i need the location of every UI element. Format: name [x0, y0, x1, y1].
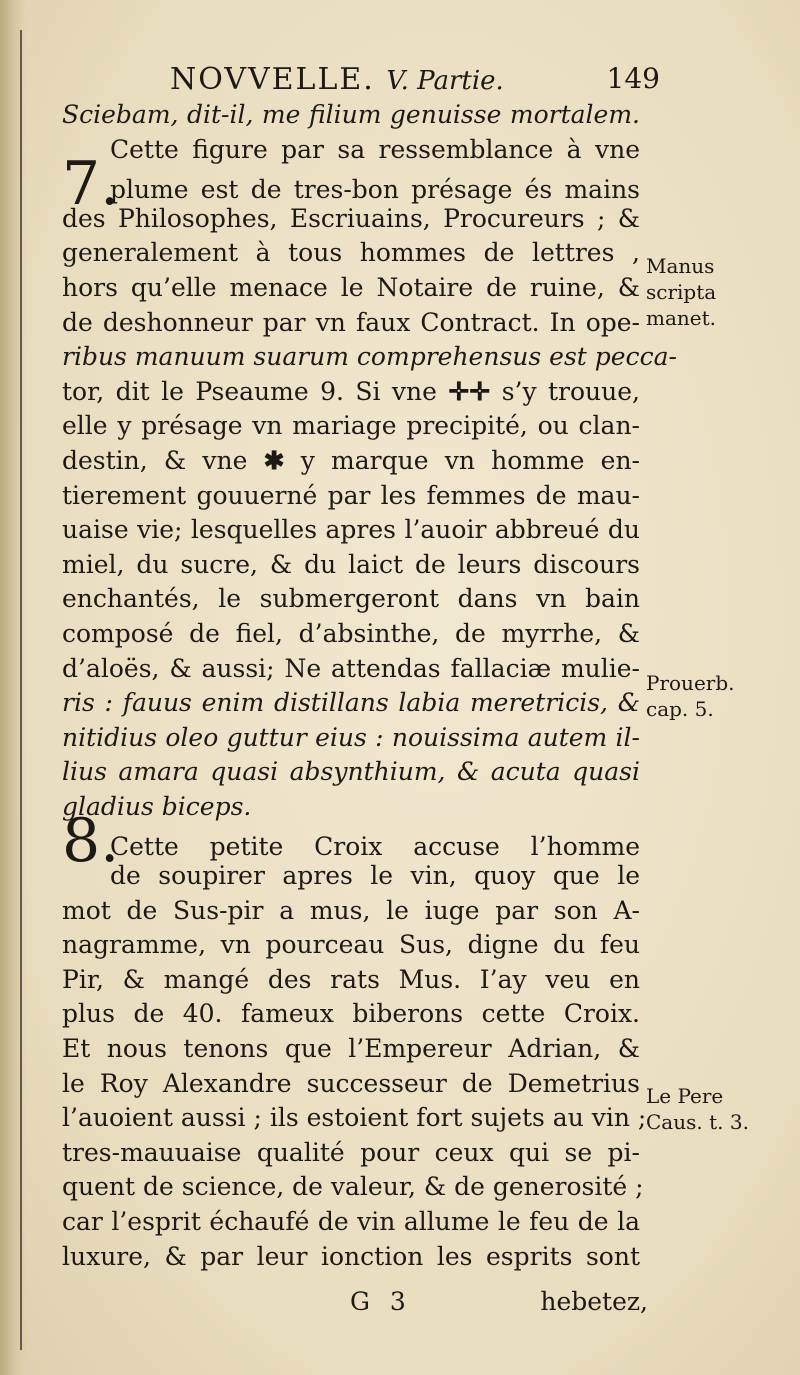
text-line-15: enchantés, le submergeront dans vn bain [62, 584, 640, 614]
page-gutter-shadow [0, 0, 26, 1375]
text-line-20: lius amara quasi absynthium, & acuta quasi [62, 757, 640, 787]
text-line-10: elle y présage vn mariage precipité, ou clan- [62, 411, 640, 441]
text-line-14: miel, du sucre, & du laict de leurs discours [62, 549, 640, 579]
text-line-31: tres-mauuaise qualité pour ceux qui se pi- [62, 1137, 640, 1167]
star-sign-icon: ✱ [263, 445, 285, 475]
text-line-21: gladius biceps. [62, 791, 252, 821]
text-line-11: destin, & vne ✱ y marque vn homme en- [62, 445, 641, 475]
signature-mark: G 3 [350, 1287, 412, 1316]
text-line-12: tierement gouuerné par les femmes de mau- [62, 480, 640, 510]
text-line-28: Et nous tenons que l’Empereur Adrian, & [62, 1034, 640, 1064]
text-line-16: composé de fiel, d’absinthe, de myrrhe, & [62, 618, 640, 648]
text-line-13: uaise vie; lesquelles apres l’auoir abbreué du [62, 515, 640, 545]
text-line-2: Cette figure par sa ressemblance à vne [110, 134, 640, 164]
text-line-19: nitidius oleo guttur eius : nouissima autem il- [62, 722, 640, 752]
text-line-32: quent de science, de valeur, & de generosité ; [62, 1172, 644, 1202]
double-cross-sign-icon: ✛✛ [448, 376, 491, 406]
text-line-7: de deshonneur par vn faux Contract. In ope- [62, 307, 640, 337]
text-line-27: plus de 40. fameux biberons cette Croix. [62, 999, 640, 1029]
text-line-30: l’auoient aussi ; ils estoient fort sujets au vin ; [62, 1103, 647, 1133]
text-line-34: luxure, & par leur ionction les esprits sont [62, 1241, 640, 1271]
text-line-8: ribus manuum suarum comprehensus est pecca- [62, 342, 677, 372]
text-line-33: car l’esprit échaufé de vin allume le feu de la [62, 1207, 640, 1236]
text-line-29: le Roy Alexandre successeur de Demetrius [62, 1068, 640, 1098]
text-line-4: des Philosophes, Escriuains, Procureurs ; & [62, 203, 640, 233]
section-number-8: 8. [62, 806, 120, 877]
text-line-18: ris : fauus enim distillans labia meretricis, & [62, 688, 640, 718]
header-title: NOVVELLE. [170, 62, 375, 97]
text-line-25: nagramme, vn pourceau Sus, digne du feu [62, 930, 640, 960]
page-binding-edge [20, 30, 22, 1350]
text-line-6: hors qu’elle menace le Notaire de ruine, & [62, 272, 640, 302]
margin-note-prouerb: Prouerb. cap. 5. [646, 671, 735, 721]
running-header [170, 62, 660, 102]
body-text [62, 98, 677, 1274]
text-line-9: tor, dit le Pseaume 9. Si vne ✛✛ s’y trouue, [62, 376, 641, 406]
text-line-5: generalement à tous hommes de lettres , [62, 238, 640, 268]
catchword: hebetez, [540, 1287, 648, 1316]
text-line-23: de soupirer apres le vin, quoy que le [110, 861, 640, 891]
header-part: V. Partie. [386, 66, 504, 96]
text-line-22: 8.Cette petite Croix accuse l’homme [62, 806, 640, 877]
text-line-24: mot de Sus-pir a mus, le iuge par son A- [62, 895, 640, 925]
section-number-7: 7. [62, 149, 120, 220]
page-number: 149 [606, 62, 660, 95]
margin-note-manus: Manus scripta manet. [646, 254, 717, 330]
text-line-26: Pir, & mangé des rats Mus. I’ay veu en [62, 964, 640, 994]
text-line-3: 7.plume est de tres-bon présage és mains [62, 149, 640, 220]
text-line-1: Sciebam, dit-il, me filium genuisse mortalem. [62, 100, 640, 129]
text-line-17: d’aloës, & aussi; Ne attendas fallaciæ mulie- [62, 653, 640, 683]
page-footer [62, 1287, 648, 1323]
margin-note-le-pere: Le Pere Caus. t. 3. [646, 1084, 749, 1134]
